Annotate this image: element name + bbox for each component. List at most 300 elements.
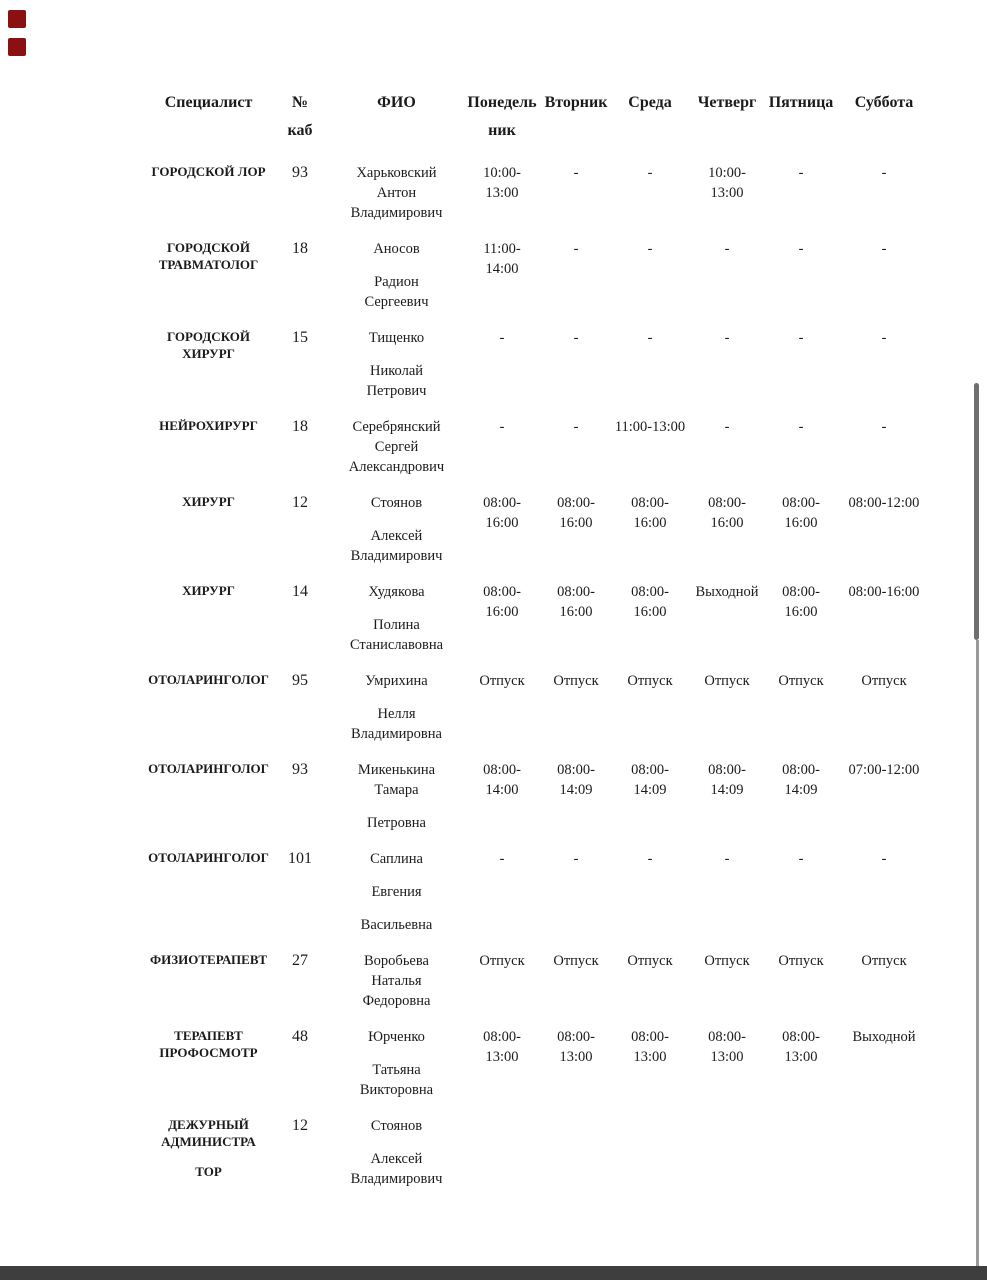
schedule-value: - — [647, 241, 653, 257]
day-cell — [464, 163, 540, 223]
header-cell — [329, 93, 464, 141]
schedule-value: - — [881, 419, 887, 435]
fio-name: Нелля — [377, 706, 416, 722]
day-cell — [836, 239, 932, 312]
line-gap — [329, 348, 464, 361]
fio-name: Микенькина — [357, 762, 436, 778]
fio-name: Стоянов — [370, 1118, 423, 1134]
schedule-value: - — [573, 165, 579, 181]
schedule-value: Отпуск — [479, 673, 525, 689]
specialist-label: ГОРОДСКОЙ ЛОР — [151, 164, 266, 179]
schedule-value: 14:09 — [710, 782, 744, 798]
fio-name: Владимирович — [350, 205, 443, 221]
schedule-value: 11:00- — [483, 241, 521, 257]
day-cell — [836, 417, 932, 477]
header-label: ФИО — [377, 94, 416, 111]
fio-cell — [329, 328, 464, 401]
header-label: Четверг — [697, 94, 757, 111]
day-cell — [540, 328, 612, 401]
schedule-value: Отпуск — [704, 953, 750, 969]
specialist-cell — [146, 1027, 271, 1100]
day-cell — [766, 328, 836, 401]
fio-name: Владимировна — [351, 726, 442, 742]
schedule-value: Отпуск — [778, 673, 824, 689]
fio-name: Радион — [374, 274, 419, 290]
table-row — [146, 760, 932, 849]
day-cell — [766, 951, 836, 1011]
day-cell — [688, 849, 766, 935]
schedule-value: Отпуск — [861, 953, 907, 969]
schedule-value: - — [798, 851, 804, 867]
header-label: Понедель — [467, 94, 537, 111]
fio-cell — [329, 1116, 464, 1189]
table-row — [146, 163, 932, 239]
day-cell — [612, 1027, 688, 1100]
room-number: 93 — [292, 761, 308, 778]
header-cell — [271, 93, 329, 141]
header-label: Пятница — [768, 94, 834, 111]
day-cell — [540, 760, 612, 833]
schedule-value: Отпуск — [553, 673, 599, 689]
room-number: 95 — [292, 672, 308, 689]
specialist-label: ХИРУРГ — [182, 494, 235, 509]
scrollbar-thumb[interactable] — [974, 383, 979, 640]
schedule-value: - — [499, 851, 505, 867]
header-label: Специалист — [164, 94, 253, 111]
header-label: Вторник — [544, 94, 608, 111]
schedule-value: 13:00 — [485, 185, 519, 201]
schedule-value: 16:00 — [784, 515, 818, 531]
schedule-value: 08:00- — [631, 1029, 669, 1045]
fio-name: Александрович — [348, 459, 445, 475]
line-gap — [329, 513, 464, 526]
schedule-value: 08:00- — [782, 762, 820, 778]
header-cell — [688, 93, 766, 141]
scrollbar-track[interactable] — [976, 640, 979, 1280]
fio-name: Петрович — [366, 383, 427, 399]
room-number: 101 — [288, 850, 312, 867]
table-row — [146, 239, 932, 328]
schedule-value: 08:00- — [483, 584, 521, 600]
schedule-value: 16:00 — [784, 604, 818, 620]
schedule-value: 13:00 — [559, 1049, 593, 1065]
schedule-value: 08:00- — [557, 762, 595, 778]
schedule-value: 11:00-13:00 — [614, 419, 686, 435]
schedule-value: 08:00- — [708, 495, 746, 511]
day-cell — [766, 849, 836, 935]
day-cell — [688, 239, 766, 312]
fio-name: Владимирович — [350, 548, 443, 564]
table-row — [146, 1116, 932, 1205]
day-cell — [766, 760, 836, 833]
day-cell — [612, 951, 688, 1011]
schedule-value: 16:00 — [485, 515, 519, 531]
day-cell — [464, 671, 540, 744]
fio-name: Николай — [369, 363, 424, 379]
line-gap — [329, 691, 464, 704]
fio-name: Евгения — [371, 884, 422, 900]
day-cell — [612, 239, 688, 312]
schedule-value: 10:00- — [483, 165, 521, 181]
room-number: 48 — [292, 1028, 308, 1045]
fio-name: Антон — [376, 185, 417, 201]
fio-cell — [329, 951, 464, 1011]
day-cell — [688, 582, 766, 655]
fio-cell — [329, 163, 464, 223]
schedule-value: 08:00- — [483, 495, 521, 511]
schedule-value: 13:00 — [710, 185, 744, 201]
schedule-value: Отпуск — [627, 673, 673, 689]
table-row — [146, 951, 932, 1027]
schedule-value: 13:00 — [633, 1049, 667, 1065]
header-cell — [540, 93, 612, 141]
day-cell — [612, 417, 688, 477]
schedule-value: 08:00- — [557, 495, 595, 511]
fio-name: Умрихина — [365, 673, 428, 689]
schedule-value: Отпуск — [861, 673, 907, 689]
day-cell — [688, 328, 766, 401]
schedule-value: 14:09 — [633, 782, 667, 798]
day-cell — [612, 493, 688, 566]
bottom-toolbar — [0, 1266, 987, 1280]
specialist-label: НЕЙРОХИРУРГ — [159, 418, 258, 433]
line-gap — [329, 1136, 464, 1149]
schedule-value: - — [724, 330, 730, 346]
specialist-label: ДЕЖУРНЫЙ — [168, 1117, 249, 1132]
specialist-cell — [146, 760, 271, 833]
day-cell — [612, 760, 688, 833]
day-cell — [540, 493, 612, 566]
line-gap — [146, 1150, 271, 1163]
schedule-value: - — [798, 165, 804, 181]
schedule-value: - — [798, 419, 804, 435]
schedule-value: 10:00- — [708, 165, 746, 181]
fio-name: Федоровна — [362, 993, 431, 1009]
fio-name: Алексей — [370, 1151, 423, 1167]
schedule-value: Отпуск — [778, 953, 824, 969]
day-cell — [688, 493, 766, 566]
day-cell — [836, 582, 932, 655]
day-cell — [464, 1027, 540, 1100]
day-cell — [688, 163, 766, 223]
fio-name: Серебрянский — [352, 419, 441, 435]
line-gap — [329, 800, 464, 813]
table-row — [146, 849, 932, 951]
schedule-value: 16:00 — [559, 515, 593, 531]
schedule-value: 14:00 — [485, 261, 519, 277]
specialist-cell — [146, 417, 271, 477]
header-label: каб — [287, 122, 313, 139]
schedule-value: 08:00- — [557, 584, 595, 600]
day-cell — [464, 582, 540, 655]
day-cell — [836, 760, 932, 833]
fio-name: Тамара — [374, 782, 419, 798]
schedule-value: 08:00- — [708, 1029, 746, 1045]
specialist-cell — [146, 493, 271, 566]
day-cell — [464, 849, 540, 935]
specialist-cell — [146, 328, 271, 401]
specialist-cell — [146, 239, 271, 312]
schedule-value: 14:09 — [559, 782, 593, 798]
schedule-value: 08:00- — [708, 762, 746, 778]
schedule-value: 08:00- — [631, 584, 669, 600]
specialist-label: ОТОЛАРИНГОЛОГ — [148, 850, 269, 865]
schedule-value: Выходной — [695, 584, 759, 600]
fio-name: Станиславовна — [349, 637, 444, 653]
room-number: 15 — [292, 329, 308, 346]
schedule-value: 08:00-12:00 — [848, 495, 920, 511]
schedule-value: - — [881, 330, 887, 346]
table-row — [146, 671, 932, 760]
day-cell — [464, 417, 540, 477]
line-gap — [329, 259, 464, 272]
schedule-value: 13:00 — [710, 1049, 744, 1065]
table-row — [146, 328, 932, 417]
fio-name: Владимирович — [350, 1171, 443, 1187]
red-corner-mark-bottom — [8, 38, 26, 56]
day-cell — [688, 1116, 766, 1189]
schedule-value: - — [573, 241, 579, 257]
day-cell — [540, 849, 612, 935]
header-cell — [612, 93, 688, 141]
room-number: 18 — [292, 240, 308, 257]
schedule-value: - — [573, 851, 579, 867]
schedule-value: - — [573, 419, 579, 435]
schedule-value: 08:00- — [782, 1029, 820, 1045]
table-row — [146, 582, 932, 671]
schedule-value: 16:00 — [633, 515, 667, 531]
room-number: 12 — [292, 494, 308, 511]
red-corner-mark-top — [8, 10, 26, 28]
fio-name: Сергей — [374, 439, 419, 455]
room-number: 93 — [292, 164, 308, 181]
table-header-row — [146, 93, 932, 141]
room-number: 18 — [292, 418, 308, 435]
fio-name: Полина — [373, 617, 420, 633]
schedule-value: 16:00 — [710, 515, 744, 531]
specialist-label: ПРОФОСМОТР — [159, 1045, 258, 1060]
line-gap — [329, 902, 464, 915]
schedule-value: - — [724, 851, 730, 867]
fio-name: Воробьева — [364, 953, 429, 969]
day-cell — [612, 582, 688, 655]
day-cell — [540, 1027, 612, 1100]
schedule-value: 16:00 — [485, 604, 519, 620]
day-cell — [766, 582, 836, 655]
day-cell — [540, 1116, 612, 1189]
fio-cell — [329, 849, 464, 935]
day-cell — [612, 328, 688, 401]
schedule-value: Отпуск — [479, 953, 525, 969]
day-cell — [540, 417, 612, 477]
day-cell — [766, 417, 836, 477]
specialist-label: ОТОЛАРИНГОЛОГ — [148, 672, 269, 687]
table-row — [146, 417, 932, 493]
day-cell — [540, 671, 612, 744]
specialist-label: ХИРУРГ — [182, 346, 235, 361]
fio-name: Саплина — [370, 851, 423, 867]
day-cell — [540, 163, 612, 223]
fio-name: Петровна — [367, 815, 426, 831]
specialist-label: ФИЗИОТЕРАПЕВТ — [150, 952, 267, 967]
specialist-cell — [146, 951, 271, 1011]
day-cell — [464, 760, 540, 833]
schedule-value: - — [881, 165, 887, 181]
fio-name: Аносов — [373, 241, 420, 257]
schedule-table — [146, 93, 932, 1205]
day-cell — [766, 163, 836, 223]
day-cell — [836, 1116, 932, 1189]
table-body — [146, 163, 932, 1205]
specialist-label: ТЕРАПЕВТ — [174, 1028, 243, 1043]
schedule-value: - — [724, 241, 730, 257]
header-cell — [464, 93, 540, 141]
specialist-cell — [146, 849, 271, 935]
fio-name: Харьковский — [356, 165, 437, 181]
fio-cell — [329, 1027, 464, 1100]
schedule-value: - — [647, 330, 653, 346]
header-label: № — [291, 94, 309, 111]
schedule-value: 13:00 — [784, 1049, 818, 1065]
day-cell — [688, 760, 766, 833]
schedule-value: 08:00- — [483, 762, 521, 778]
day-cell — [464, 328, 540, 401]
header-label: Суббота — [854, 94, 914, 111]
schedule-value: 08:00- — [782, 584, 820, 600]
day-cell — [464, 1116, 540, 1189]
schedule-value: 08:00- — [782, 495, 820, 511]
line-gap — [329, 1047, 464, 1060]
schedule-value: Выходной — [852, 1029, 916, 1045]
specialist-cell — [146, 582, 271, 655]
day-cell — [612, 849, 688, 935]
specialist-label: ТРАВМАТОЛОГ — [158, 257, 259, 272]
schedule-value: 16:00 — [633, 604, 667, 620]
day-cell — [836, 849, 932, 935]
day-cell — [612, 1116, 688, 1189]
room-number: 12 — [292, 1117, 308, 1134]
header-cell — [766, 93, 836, 141]
schedule-value: 14:00 — [485, 782, 519, 798]
day-cell — [464, 493, 540, 566]
day-cell — [836, 1027, 932, 1100]
fio-name: Худякова — [368, 584, 425, 600]
schedule-value: - — [881, 241, 887, 257]
specialist-label: ОТОЛАРИНГОЛОГ — [148, 761, 269, 776]
table-row — [146, 1027, 932, 1116]
day-cell — [688, 951, 766, 1011]
schedule-value: - — [647, 851, 653, 867]
day-cell — [540, 239, 612, 312]
schedule-value: 14:09 — [784, 782, 818, 798]
schedule-value: - — [798, 241, 804, 257]
specialist-label: АДМИНИСТРА — [161, 1134, 256, 1149]
schedule-value: - — [499, 330, 505, 346]
fio-cell — [329, 493, 464, 566]
fio-name: Юрченко — [368, 1029, 425, 1045]
schedule-value: 08:00- — [631, 495, 669, 511]
day-cell — [836, 163, 932, 223]
schedule-value: - — [881, 851, 887, 867]
day-cell — [766, 1116, 836, 1189]
header-label: Среда — [628, 94, 672, 111]
schedule-value: 13:00 — [485, 1049, 519, 1065]
day-cell — [612, 163, 688, 223]
schedule-value: 08:00- — [631, 762, 669, 778]
schedule-value: - — [798, 330, 804, 346]
fio-name: Стоянов — [370, 495, 423, 511]
day-cell — [836, 671, 932, 744]
room-number: 14 — [292, 583, 308, 600]
schedule-value: 07:00-12:00 — [848, 762, 920, 778]
header-label: ник — [488, 122, 516, 139]
day-cell — [688, 671, 766, 744]
day-cell — [836, 328, 932, 401]
schedule-value: 08:00- — [483, 1029, 521, 1045]
fio-cell — [329, 417, 464, 477]
specialist-label: ГОРОДСКОЙ — [166, 329, 251, 344]
fio-cell — [329, 671, 464, 744]
fio-name: Сергеевич — [364, 294, 429, 310]
fio-cell — [329, 582, 464, 655]
day-cell — [612, 671, 688, 744]
day-cell — [540, 951, 612, 1011]
specialist-label: ТОР — [195, 1164, 222, 1179]
specialist-label: ХИРУРГ — [182, 583, 235, 598]
schedule-value: - — [499, 419, 505, 435]
specialist-label: ГОРОДСКОЙ — [166, 240, 251, 255]
day-cell — [688, 417, 766, 477]
fio-name: Алексей — [370, 528, 423, 544]
specialist-cell — [146, 671, 271, 744]
schedule-value: - — [647, 165, 653, 181]
fio-name: Наталья — [371, 973, 422, 989]
day-cell — [464, 951, 540, 1011]
specialist-cell — [146, 163, 271, 223]
schedule-value: 08:00- — [557, 1029, 595, 1045]
line-gap — [329, 869, 464, 882]
specialist-cell — [146, 1116, 271, 1189]
fio-cell — [329, 760, 464, 833]
header-cell — [836, 93, 932, 141]
schedule-value: Отпуск — [553, 953, 599, 969]
fio-name: Тищенко — [368, 330, 425, 346]
schedule-value: Отпуск — [627, 953, 673, 969]
day-cell — [766, 671, 836, 744]
schedule-value: 16:00 — [559, 604, 593, 620]
room-number: 27 — [292, 952, 308, 969]
day-cell — [688, 1027, 766, 1100]
day-cell — [766, 493, 836, 566]
fio-name: Татьяна — [372, 1062, 421, 1078]
day-cell — [766, 239, 836, 312]
schedule-value: - — [724, 419, 730, 435]
schedule-value: 08:00-16:00 — [848, 584, 920, 600]
table-row — [146, 493, 932, 582]
header-cell — [146, 93, 271, 141]
day-cell — [836, 493, 932, 566]
fio-cell — [329, 239, 464, 312]
day-cell — [540, 582, 612, 655]
schedule-value: Отпуск — [704, 673, 750, 689]
day-cell — [464, 239, 540, 312]
schedule-value: - — [573, 330, 579, 346]
fio-name: Викторовна — [359, 1082, 434, 1098]
day-cell — [766, 1027, 836, 1100]
line-gap — [329, 602, 464, 615]
day-cell — [836, 951, 932, 1011]
fio-name: Васильевна — [360, 917, 433, 933]
